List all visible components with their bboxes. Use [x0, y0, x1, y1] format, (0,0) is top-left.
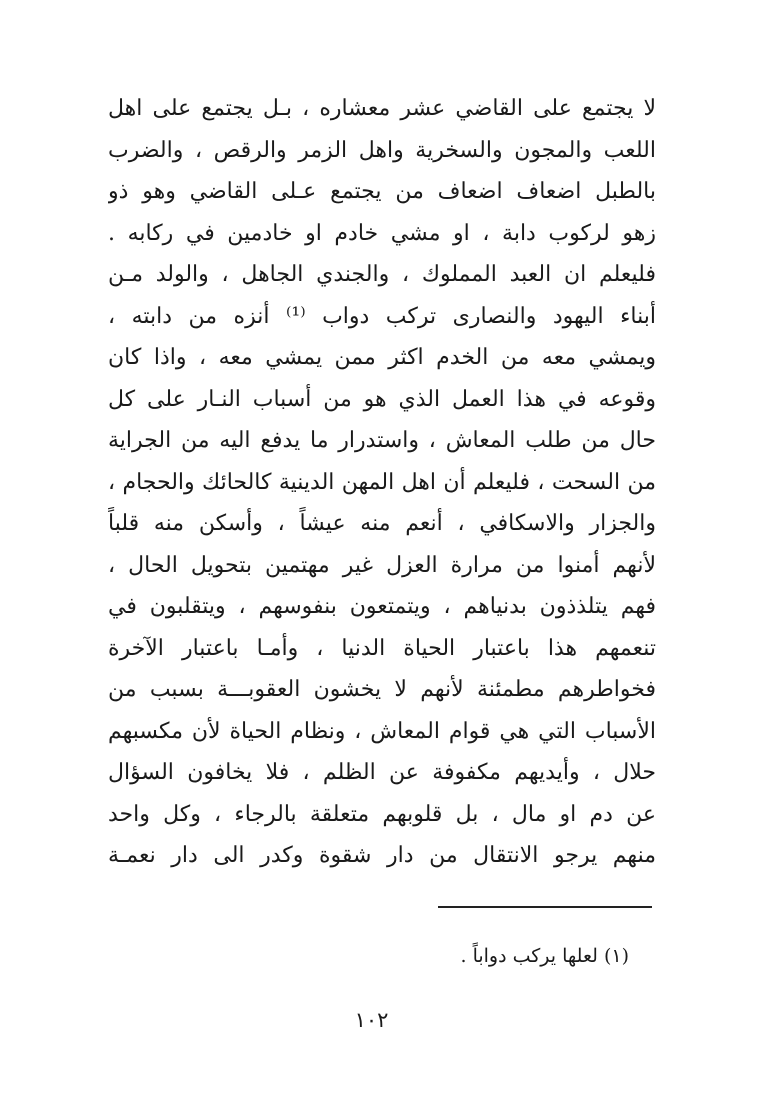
- text-line: زهو لركوب دابة ، او مشي خادم او خادمين في ركابه .: [108, 220, 656, 246]
- text-line: عن دم او مال ، بل قلوبهم متعلقة بالرجاء ، وكل واحد: [108, 801, 656, 827]
- text-line: فخواطرهم مطمئنة لأنهم لا يخشون العقوبـــة بسبب من: [108, 677, 656, 702]
- text-line: منهم يرجو الانتقال من دار شقوة وكدر الى دار نعمـة: [108, 843, 656, 868]
- text-line: لا يجتمع على القاضي عشر معشاره ، بـل يجتمع على اهل: [108, 96, 656, 121]
- footnote: (١) لعلها يركب دواباً .: [460, 945, 629, 967]
- text-line: حال من طلب المعاش ، واستدرار ما يدفع اليه من الجراية: [108, 428, 656, 453]
- text-line: فهم يتلذذون بدنياهم ، ويتمتعون بنفوسهم ، ويتقلبون في: [108, 594, 656, 619]
- text-line: بالطبل اضعاف اضعاف من يجتمع عـلى القاضي وهو ذو: [108, 179, 656, 204]
- text-line: تنعمهم هذا باعتبار الحياة الدنيا ، وأمـا باعتبار الآخرة: [108, 635, 656, 661]
- text-line: اللعب والمجون والسخرية واهل الزمر والرقص ، والضرب: [108, 137, 656, 163]
- text-line: ويمشي معه من الخدم اكثر ممن يمشي معه ، واذا كان: [108, 345, 656, 370]
- text-line: لأنهم أمنوا من مرارة العزل غير مهتمين بتحويل الحال ،: [108, 552, 656, 578]
- text-line: الأسباب التي هي قوام المعاش ، ونظام الحياة لأن مكسبهم: [108, 718, 656, 744]
- main-text-block: [108, 88, 656, 877]
- text-line: والجزار والاسكافي ، أنعم منه عيشاً ، وأسكن منه قلباً: [108, 511, 656, 536]
- text-line: حلال ، وأيديهم مكفوفة عن الظلم ، فلا يخافون السؤال: [108, 760, 656, 785]
- text-line: أبناء اليهود والنصارى تركب دواب ⁽¹⁾ أنزه من دابته ،: [108, 303, 656, 329]
- text-line: من السحت ، فليعلم أن اهل المهن الدينية كالحائك والحجام ،: [108, 469, 656, 495]
- text-line: فليعلم ان العبد المملوك ، والجندي الجاهل ، والولد مـن: [108, 262, 656, 287]
- footnote-divider: [438, 906, 652, 908]
- page-number: ١٠٢: [354, 1008, 389, 1032]
- text-line: وقوعه في هذا العمل الذي هو من أسباب النـار على كل: [108, 386, 656, 412]
